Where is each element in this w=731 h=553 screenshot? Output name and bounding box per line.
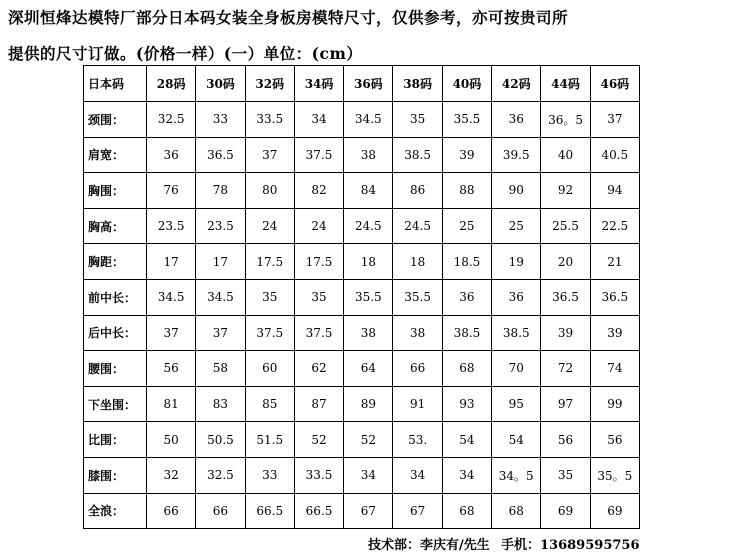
- table-cell: 54: [492, 422, 541, 458]
- row-label: 腰围：: [84, 351, 147, 387]
- table-cell: 83: [196, 386, 245, 422]
- table-cell: 33: [196, 102, 245, 138]
- title-line-1: 深圳恒烽达模特厂部分日本码女装全身板房模特尺寸，仅供参考，亦可按贵司所: [8, 8, 569, 27]
- table-cell: 34.5: [196, 279, 245, 315]
- table-cell: 94: [590, 173, 639, 209]
- table-cell: 82: [294, 173, 343, 209]
- table-cell: 80: [245, 173, 294, 209]
- table-cell: 38: [344, 315, 393, 351]
- table-cell: 74: [590, 351, 639, 387]
- header-cell-size: 46码: [590, 66, 639, 102]
- row-label: 前中长：: [84, 279, 147, 315]
- table-cell: 34: [294, 102, 343, 138]
- row-label: 后中长：: [84, 315, 147, 351]
- table-cell: 62: [294, 351, 343, 387]
- table-cell: 35: [294, 279, 343, 315]
- header-cell-size: 36码: [344, 66, 393, 102]
- table-row: [84, 457, 640, 493]
- table-cell: 67: [393, 493, 442, 529]
- table-cell: 22.5: [590, 208, 639, 244]
- header-cell-size: 32码: [245, 66, 294, 102]
- table-cell: 37: [245, 137, 294, 173]
- table-row: [84, 493, 640, 529]
- table-cell: 37.5: [294, 137, 343, 173]
- table-cell: 91: [393, 386, 442, 422]
- table-cell: 38.5: [393, 137, 442, 173]
- table-cell: 56: [147, 351, 196, 387]
- table-row: [84, 102, 640, 138]
- table-cell: 17.5: [245, 244, 294, 280]
- table-cell: 99: [590, 386, 639, 422]
- table-cell: 39.5: [492, 137, 541, 173]
- table-cell: 33.5: [294, 457, 343, 493]
- table-cell: 53.: [393, 422, 442, 458]
- table-cell: 24.5: [344, 208, 393, 244]
- table-cell: 39: [590, 315, 639, 351]
- table-cell: 66: [196, 493, 245, 529]
- contact-footer: [368, 534, 728, 553]
- header-cell-label: 日本码: [84, 66, 147, 102]
- table-cell: 64: [344, 351, 393, 387]
- table-cell: 69: [541, 493, 590, 529]
- table-cell: 35: [245, 279, 294, 315]
- table-cell: 66: [393, 351, 442, 387]
- table-cell: 36.5: [196, 137, 245, 173]
- table-row: [84, 244, 640, 280]
- table-cell: 24: [294, 208, 343, 244]
- table-cell: 88: [442, 173, 491, 209]
- table-cell: 32.5: [196, 457, 245, 493]
- row-label: 胸围：: [84, 173, 147, 209]
- table-cell: 21: [590, 244, 639, 280]
- table-cell: 95: [492, 386, 541, 422]
- table-cell: 36: [492, 102, 541, 138]
- table-cell: 72: [541, 351, 590, 387]
- table-cell: 92: [541, 173, 590, 209]
- table-cell: 60: [245, 351, 294, 387]
- header-cell-size: 38码: [393, 66, 442, 102]
- table-cell: 66: [147, 493, 196, 529]
- table-cell: 38.5: [442, 315, 491, 351]
- table-cell: 86: [393, 173, 442, 209]
- table-cell: 36.5: [541, 279, 590, 315]
- table-cell: 68: [442, 351, 491, 387]
- table-row: [84, 315, 640, 351]
- table-cell: 32: [147, 457, 196, 493]
- table-cell: 35.5: [344, 279, 393, 315]
- table-cell: 25: [492, 208, 541, 244]
- table-cell: 52: [344, 422, 393, 458]
- table-cell: 85: [245, 386, 294, 422]
- table-cell: 17: [147, 244, 196, 280]
- header-cell-size: 30码: [196, 66, 245, 102]
- table-cell: 37.5: [245, 315, 294, 351]
- table-cell: 37: [196, 315, 245, 351]
- table-cell: 58: [196, 351, 245, 387]
- table-cell: 34: [344, 457, 393, 493]
- page-title: [8, 0, 728, 72]
- table-header-row: [84, 66, 640, 102]
- row-label: 比围：: [84, 422, 147, 458]
- header-cell-size: 40码: [442, 66, 491, 102]
- table-cell: 35.5: [393, 279, 442, 315]
- table-cell: 87: [294, 386, 343, 422]
- table-cell: 39: [442, 137, 491, 173]
- table-row: [84, 137, 640, 173]
- table-cell: 67: [344, 493, 393, 529]
- contact-person: 技术部：李庆有/先生: [368, 538, 490, 553]
- table-cell: 36。5: [541, 102, 590, 138]
- table-cell: 56: [590, 422, 639, 458]
- table-cell: 50.5: [196, 422, 245, 458]
- table-cell: 38.5: [492, 315, 541, 351]
- table-cell: 51.5: [245, 422, 294, 458]
- table-cell: 93: [442, 386, 491, 422]
- contact-phone: 手机：13689595756: [501, 538, 640, 553]
- table-cell: 68: [492, 493, 541, 529]
- table-cell: 35。5: [590, 457, 639, 493]
- table-cell: 40.5: [590, 137, 639, 173]
- table-cell: 34.5: [344, 102, 393, 138]
- table-row: [84, 173, 640, 209]
- table-cell: 68: [442, 493, 491, 529]
- header-cell-size: 42码: [492, 66, 541, 102]
- table-cell: 24.5: [393, 208, 442, 244]
- row-label: 肩宽：: [84, 137, 147, 173]
- table-cell: 84: [344, 173, 393, 209]
- table-row: [84, 422, 640, 458]
- table-cell: 18.5: [442, 244, 491, 280]
- table-cell: 36: [442, 279, 491, 315]
- table-row: [84, 279, 640, 315]
- row-label: 下坐围：: [84, 386, 147, 422]
- table-cell: 34.5: [147, 279, 196, 315]
- table-cell: 32.5: [147, 102, 196, 138]
- table-cell: 89: [344, 386, 393, 422]
- title-line-2: 提供的尺寸订做。(价格一样）(一）单位：(cm）: [8, 44, 363, 63]
- table-cell: 70: [492, 351, 541, 387]
- table-cell: 36.5: [590, 279, 639, 315]
- table-cell: 35: [541, 457, 590, 493]
- table-cell: 33: [245, 457, 294, 493]
- table-cell: 34: [442, 457, 491, 493]
- table-row: [84, 351, 640, 387]
- header-cell-size: 34码: [294, 66, 343, 102]
- table-cell: 34。5: [492, 457, 541, 493]
- table-cell: 66.5: [245, 493, 294, 529]
- table-cell: 54: [442, 422, 491, 458]
- table-cell: 78: [196, 173, 245, 209]
- table-cell: 18: [393, 244, 442, 280]
- table-cell: 36: [147, 137, 196, 173]
- table-cell: 17: [196, 244, 245, 280]
- table-cell: 19: [492, 244, 541, 280]
- table-cell: 97: [541, 386, 590, 422]
- size-table: [83, 65, 640, 529]
- table-cell: 56: [541, 422, 590, 458]
- row-label: 膝围：: [84, 457, 147, 493]
- table-cell: 37: [147, 315, 196, 351]
- table-cell: 34: [393, 457, 442, 493]
- table-cell: 23.5: [147, 208, 196, 244]
- table-cell: 17.5: [294, 244, 343, 280]
- table-cell: 37.5: [294, 315, 343, 351]
- table-cell: 81: [147, 386, 196, 422]
- table-cell: 35.5: [442, 102, 491, 138]
- table-cell: 25: [442, 208, 491, 244]
- table-cell: 24: [245, 208, 294, 244]
- table-cell: 36: [492, 279, 541, 315]
- table-cell: 18: [344, 244, 393, 280]
- table-cell: 66.5: [294, 493, 343, 529]
- row-label: 全浪：: [84, 493, 147, 529]
- table-cell: 90: [492, 173, 541, 209]
- row-label: 颈围：: [84, 102, 147, 138]
- table-cell: 35: [393, 102, 442, 138]
- table-cell: 37: [590, 102, 639, 138]
- table-cell: 25.5: [541, 208, 590, 244]
- table-cell: 20: [541, 244, 590, 280]
- header-cell-size: 44码: [541, 66, 590, 102]
- table-cell: 38: [393, 315, 442, 351]
- table-cell: 50: [147, 422, 196, 458]
- table-cell: 23.5: [196, 208, 245, 244]
- table-cell: 38: [344, 137, 393, 173]
- table-row: [84, 208, 640, 244]
- header-cell-size: 28码: [147, 66, 196, 102]
- table-cell: 76: [147, 173, 196, 209]
- row-label: 胸距：: [84, 244, 147, 280]
- table-cell: 69: [590, 493, 639, 529]
- row-label: 胸高：: [84, 208, 147, 244]
- table-row: [84, 386, 640, 422]
- table-cell: 39: [541, 315, 590, 351]
- table-cell: 33.5: [245, 102, 294, 138]
- table-cell: 40: [541, 137, 590, 173]
- table-cell: 52: [294, 422, 343, 458]
